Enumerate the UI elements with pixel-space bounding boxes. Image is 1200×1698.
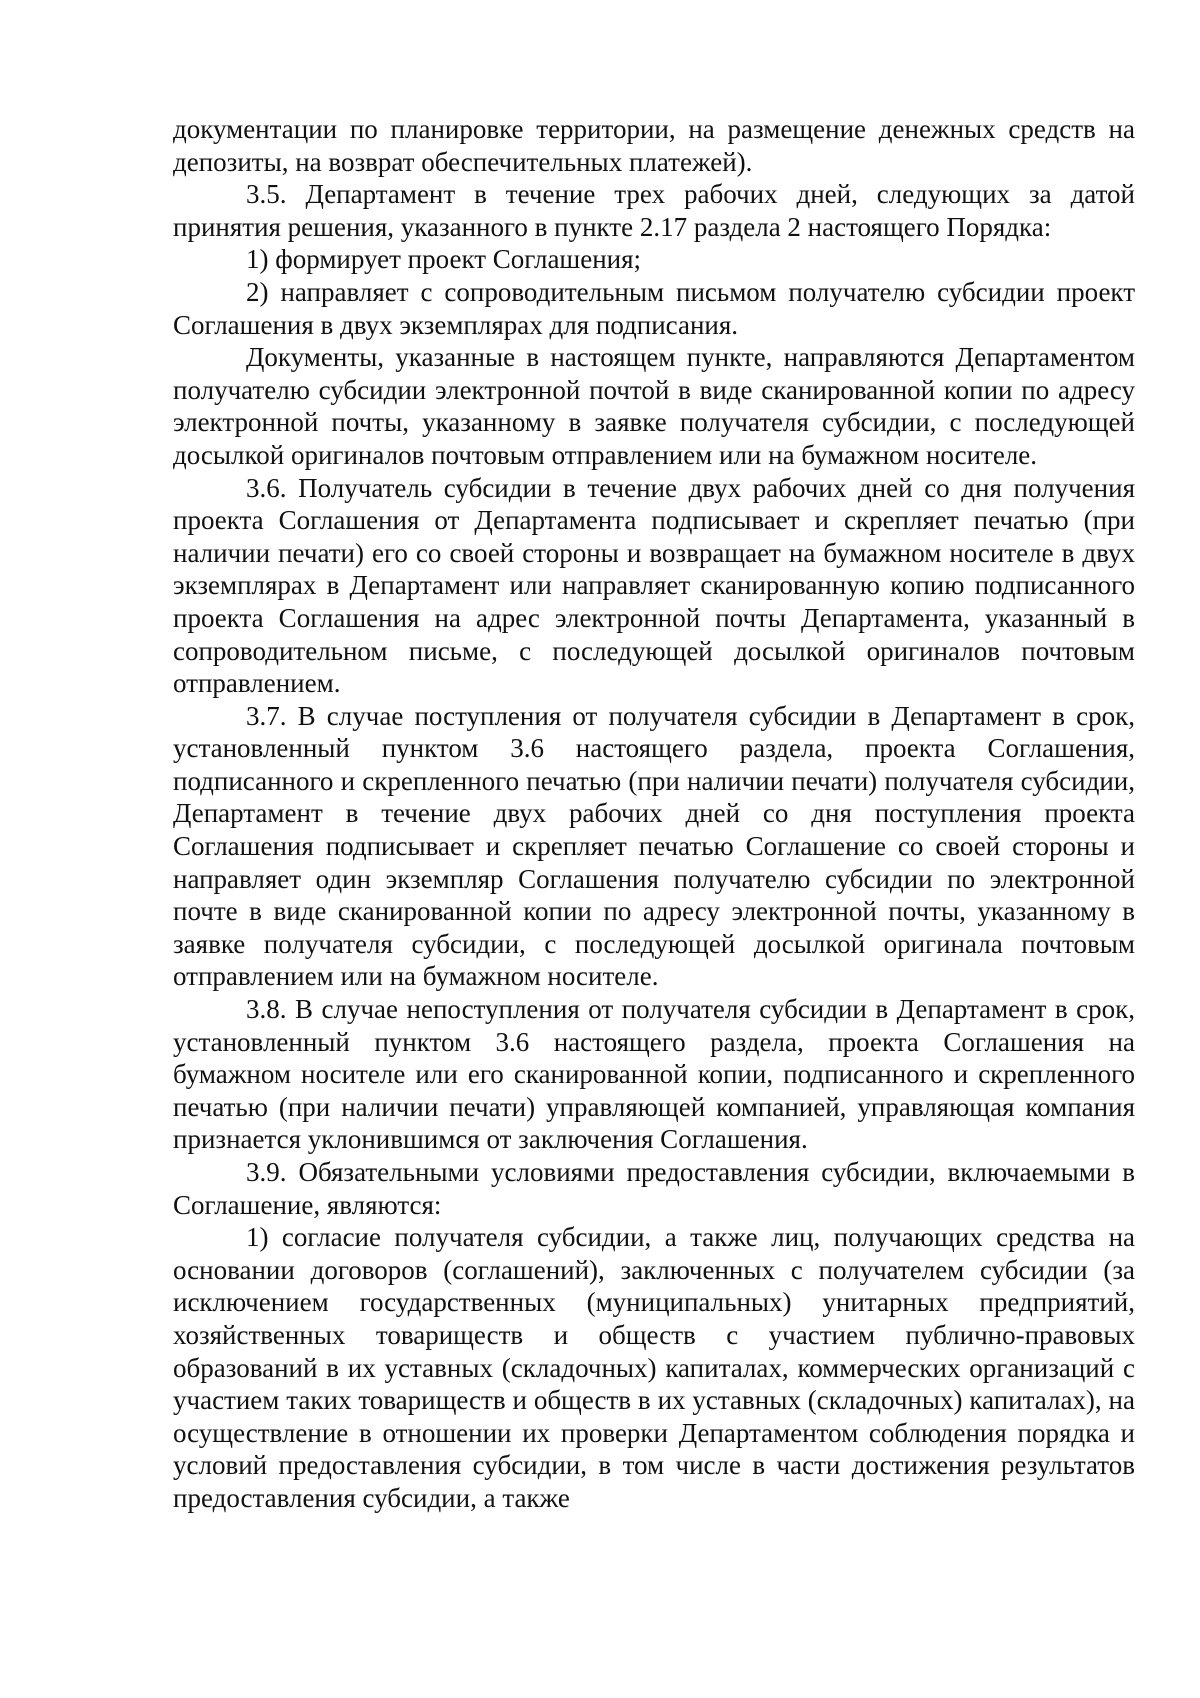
paragraph-3-6: 3.6. Получатель субсидии в течение двух рабочих дней со дня получения проекта Соглашения от Департамента подписывает и скрепляет печатью (при наличии печати) его со своей стороны и возвращает на бумажном носителе в двух экземплярах в Департамент или направляет сканированную копию подписанного проекта Соглашения на адрес электронной почты Департамента, указанный в сопроводительном письме, с последующей досылкой оригиналов почтовым отправлением. [173,472,1135,699]
paragraph-3-5-item-1: 1) формирует проект Соглашения; [246,244,642,275]
document-page [173,113,1135,1515]
paragraph-3-8: 3.8. В случае непоступления от получателя субсидии в Департамент в срок, установленный пунктом 3.6 настоящего раздела, проекта Соглашения на бумажном носителе или его сканированной копии, подписанного и скрепленного печатью (при наличии печати) управляющей компанией, управляющая компания признается уклонившимся от заключения Соглашения. [173,994,1135,1155]
paragraph-documents: Документы, указанные в настоящем пункте, направляются Департаментом получателю субсидии электронной почтой в виде сканированной копии по адресу электронной почты, указанному в заявке получателя субсидии, с последующей досылкой оригиналов почтовым отправлением или на бумажном носителе. [173,342,1135,470]
paragraph-3-5-item-2: 2) направляет с сопроводительным письмом получателю субсидии проект Соглашения в двух экземплярах для подписания. [173,276,1135,340]
paragraph-3-5: 3.5. Департамент в течение трех рабочих дней, следующих за датой принятия решения, указанного в пункте 2.17 раздела 2 настоящего Порядка: [173,179,1135,242]
paragraph-3-7: 3.7. В случае поступления от получателя субсидии в Департамент в срок, установленный пунктом 3.6 настоящего раздела, проекта Соглашения, подписанного и скрепленного печатью (при наличии печати) получателя субсидии, Департамент в течение двух рабочих дней со дня поступления проекта Соглашения подписывает и скрепляет печатью Соглашение со своей стороны и направляет один экземпляр Соглашения получателю субсидии по электронной почте в виде сканированной копии по адресу электронной почты, указанному в заявке получателя субсидии, с последующей досылкой оригинала почтовым отправлением или на бумажном носителе. [173,700,1135,992]
paragraph-3-9: 3.9. Обязательными условиями предоставления субсидии, включаемыми в Соглашение, являются: [173,1157,1135,1220]
paragraph-continuation: документации по планировке территории, на размещение денежных средств на депозиты, на возврат обеспечительных платежей). [173,114,1135,177]
paragraph-3-9-item-1: 1) согласие получателя субсидии, а также лиц, получающих средства на основании договоров (соглашений), заключенных с получателем субсидии (за исключением государственных (муниципальных) унитарных предприятий, хозяйственных товариществ и обществ с участием публично-правовых образований в их уставных (складочных) капиталах, коммерческих организаций с участием таких товариществ и обществ в их уставных (складочных) капиталах), на осуществление в отношении их проверки Департаментом соблюдения порядка и условий предоставления субсидии, в том числе в части достижения результатов предоставления субсидии, а также [173,1222,1135,1513]
